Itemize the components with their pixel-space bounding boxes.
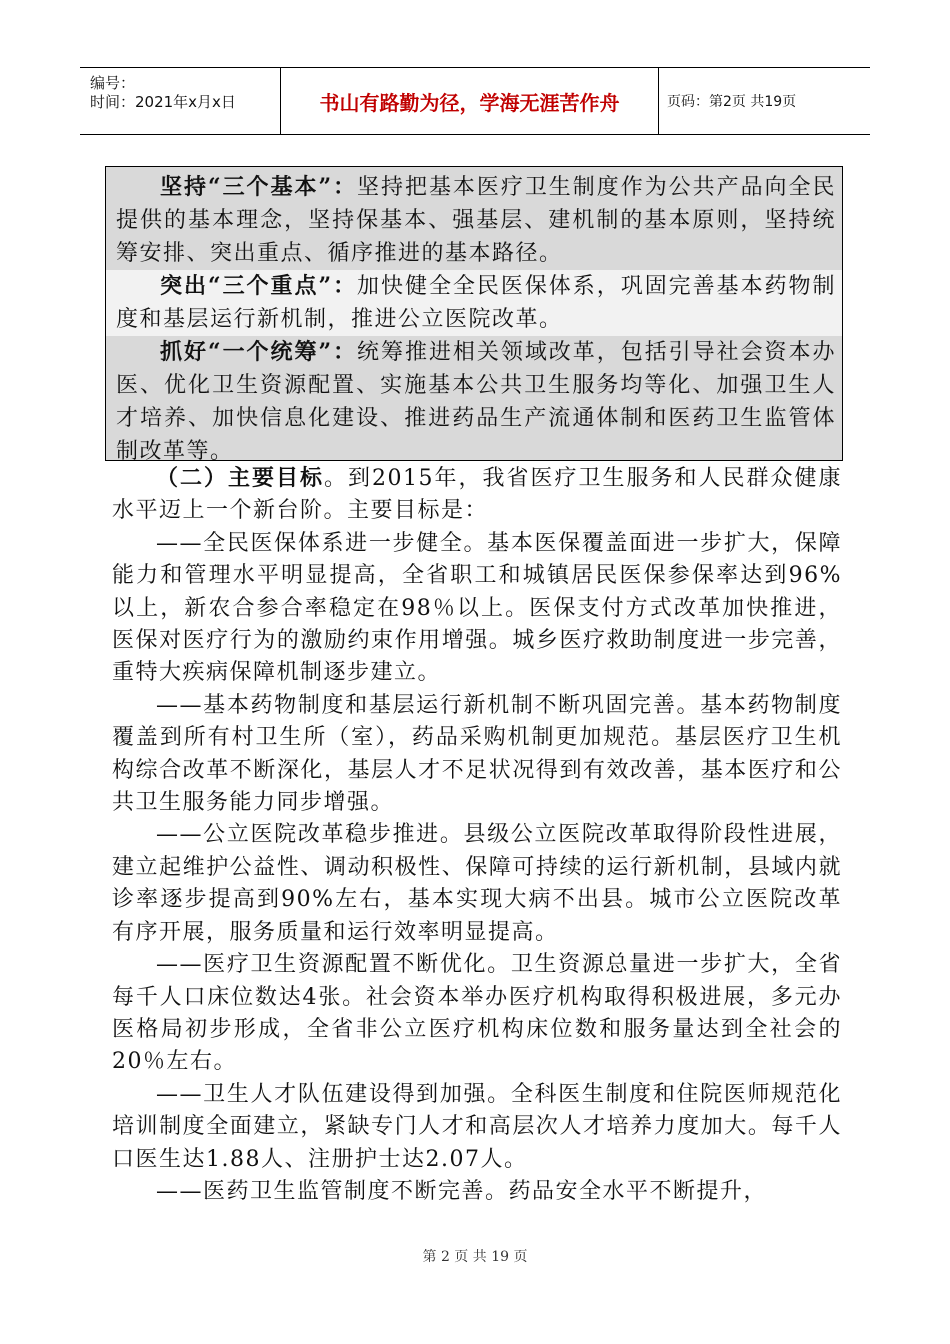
header-page-number: 页码：第2页 共19页 [667, 94, 797, 110]
page-header [80, 67, 870, 135]
box-lead-coordination: 抓好“一个统筹”： [160, 339, 358, 365]
box-text-focus: 加快健全全民医保体系，巩固完善基本药物制度和基层运行新机制，推进公立医院改革。 [116, 274, 836, 332]
box-paragraph-coordination [116, 336, 836, 468]
goal-item-public-hospitals: ——公立医院改革稳步推进。县级公立医院改革取得阶段性进展，建立起维护公益性、调动积极性、保障可持续的运行新机制，县域内就诊率逐步提高到90%左右，基本实现大病不出县。城市公立医院改革有序开展，服务质量和运行效率明显提高。 [112, 822, 842, 945]
highlight-box [105, 166, 843, 464]
goals-heading-paragraph [112, 462, 842, 528]
box-text-basics: 坚持把基本医疗卫生制度作为公共产品向全民提供的基本理念，坚持保基本、强基层、建机制的基本原则，坚持统筹安排、突出重点、循序推进的基本路径。 [116, 175, 836, 266]
goal-item-resource-allocation: ——医疗卫生资源配置不断优化。卫生资源总量进一步扩大，全省每千人口床位数达4张。社会资本举办医疗机构取得积极进展，多元办医格局初步形成，全省非公立医疗机构床位数和服务量达到全社会的20％左右。 [112, 952, 842, 1075]
header-meta [80, 68, 281, 134]
goals-heading: （二）主要目标 [156, 465, 324, 491]
goal-item-essential-drugs: ——基本药物制度和基层运行新机制不断巩固完善。基本药物制度覆盖到所有村卫生所（室），药品采购机制更加规范。基层医疗卫生机构综合改革不断深化，基层人才不足状况得到有效改善，基本医疗和公共卫生服务能力同步增强。 [112, 692, 842, 816]
page-footer: 第 2 页 共 19 页 [422, 1249, 528, 1265]
box-paragraph-focus [106, 270, 842, 336]
box-lead-basics: 坚持“三个基本”： [160, 174, 358, 200]
goals-intro: 。到2015年，我省医疗卫生服务和人民群众健康水平迈上一个新台阶。主要目标是： [112, 466, 842, 524]
goal-item-supervision: ——医药卫生监管制度不断完善。药品安全水平不断提升， [156, 1178, 768, 1204]
box-paragraph-basics [116, 171, 836, 270]
document-number-label: 编号： [90, 74, 136, 92]
document-date-label: 时间：2021年x月x日 [90, 93, 236, 111]
goal-item-talent: ——卫生人才队伍建设得到加强。全科医生制度和住院医师规范化培训制度全面建立，紧缺专门人才和高层次人才培养力度加大。每千人口医生达1.88人、注册护士达2.07人。 [112, 1081, 842, 1172]
box-lead-focus: 突出“三个重点”： [160, 273, 358, 299]
header-motto: 书山有路勤为径，学海无涯苦作舟 [281, 68, 659, 134]
document-body [112, 462, 842, 1208]
goal-item-insurance: ——全民医保体系进一步健全。基本医保覆盖面进一步扩大，保障能力和管理水平明显提高，全省职工和城镇居民医保参保率达到96%以上，新农合参合率稳定在98％以上。医保支付方式改革加快推进，医保对医疗行为的激励约束作用增强。城乡医疗救助制度进一步完善，重特大疾病保障机制逐步建立。 [112, 530, 842, 686]
box-text-coordination: 统筹推进相关领域改革，包括引导社会资本办医、优化卫生资源配置、实施基本公共卫生服务均等化、加强卫生人才培养、加快信息化建设、推进药品生产流通体制和医药卫生监管体制改革等。 [116, 340, 836, 464]
